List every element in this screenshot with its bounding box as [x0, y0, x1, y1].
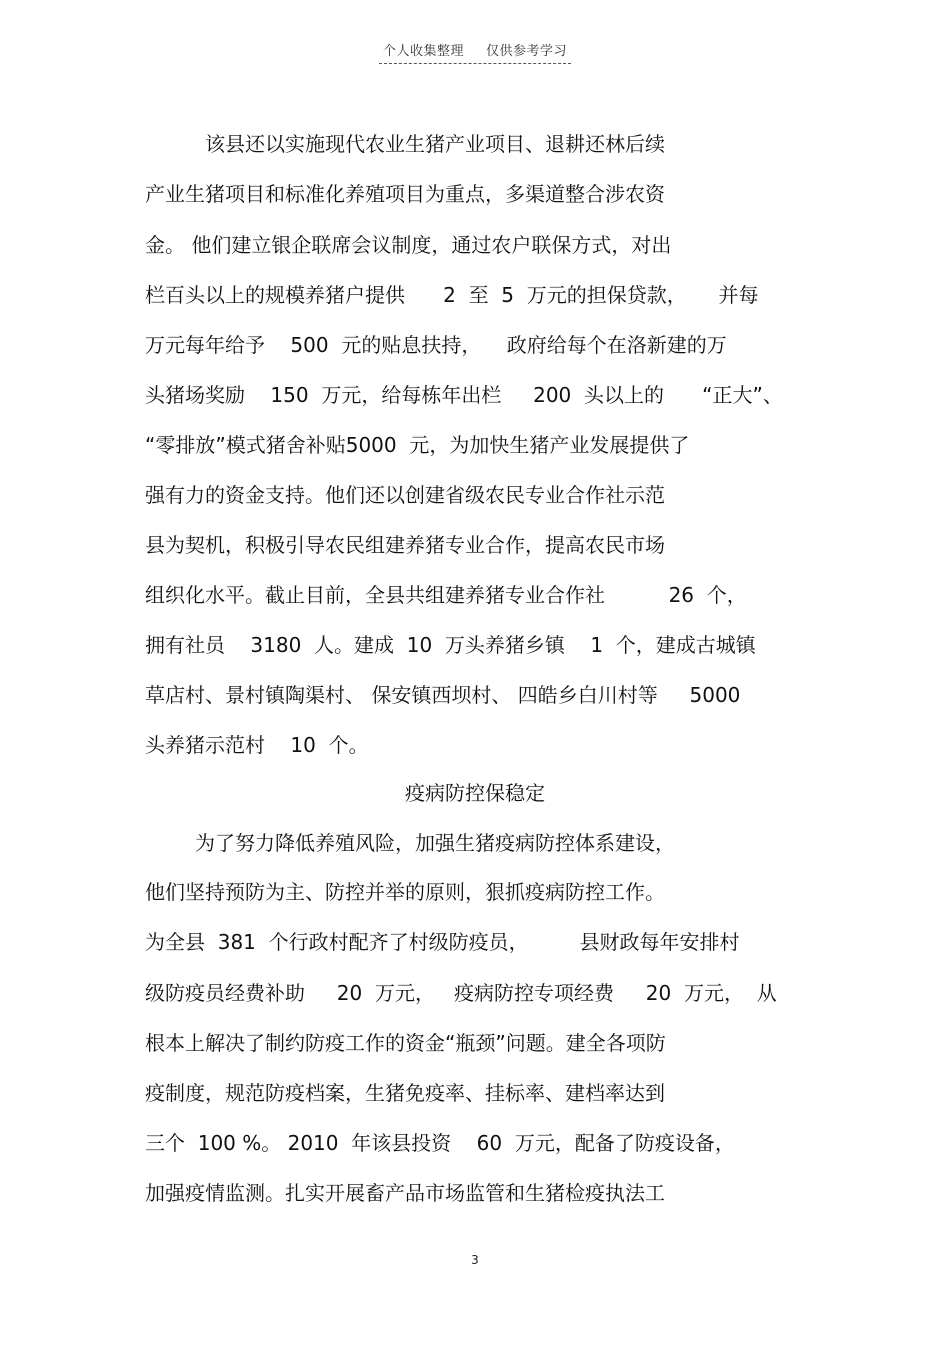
paragraph1-line-6: 头猪场奖励 150 万元，给每栋年出栏 200 头以上的 “正大”、	[145, 383, 783, 407]
header-left-text: 个人收集整理	[382, 44, 464, 59]
paragraph1-line-3: 金。 他们建立银企联席会议制度，通过农户联保方式，对出	[145, 233, 672, 257]
header-underline	[379, 40, 571, 64]
paragraph1-line-10: 组织化水平。截止目前，全县共组建养猪专业合作社 26 个，	[145, 583, 747, 607]
header-right-text: 仅供参考学习	[486, 44, 568, 59]
page-header	[0, 40, 950, 64]
paragraph1-line-11: 拥有社员 3180 人。建成 10 万头养猪乡镇 1 个，建成古城镇	[145, 633, 756, 657]
section-heading: 疫病防控保稳定	[405, 781, 545, 805]
paragraph1-line-12: 草店村、景村镇陶渠村、 保安镇西坝村、 四皓乡白川村等 5000	[145, 683, 741, 707]
paragraph2-line-8: 加强疫情监测。扎实开展畜产品市场监管和生猪检疫执法工	[145, 1181, 665, 1205]
paragraph2-line-5: 根本上解决了制约防疫工作的资金“瓶颈”问题。建全各项防	[145, 1031, 666, 1055]
page-number: 3	[471, 1253, 479, 1267]
paragraph1-line-13: 头养猪示范村 10 个。	[145, 733, 369, 757]
paragraph1-line-2: 产业生猪项目和标准化养殖项目为重点，多渠道整合涉农资	[145, 182, 665, 206]
paragraph2-line-3: 为全县 381 个行政村配齐了村级防疫员， 县财政每年安排村	[145, 930, 740, 954]
paragraph1-line-9: 县为契机，积极引导农民组建养猪专业合作，提高农民市场	[145, 533, 665, 557]
paragraph1-line-5: 万元每年给予 500 元的贴息扶持， 政府给每个在洛新建的万	[145, 333, 727, 357]
paragraph1-line-7: “零排放”模式猪舍补贴5000 元，为加快生猪产业发展提供了	[145, 433, 690, 457]
paragraph2-line-7: 三个 100 %。 2010 年该县投资 60 万元，配备了防疫设备，	[145, 1131, 735, 1155]
paragraph2-line-4: 级防疫员经费补助 20 万元， 疫病防控专项经费 20 万元， 从	[145, 981, 777, 1005]
paragraph1-line-1: 该县还以实施现代农业生猪产业项目、退耕还林后续	[205, 132, 665, 156]
paragraph1-line-4: 栏百头以上的规模养猪户提供 2 至 5 万元的担保贷款， 并每	[145, 283, 759, 307]
paragraph2-line-2: 他们坚持预防为主、防控并举的原则，狠抓疫病防控工作。	[145, 880, 665, 904]
paragraph2-line-6: 疫制度，规范防疫档案，生猪免疫率、挂标率、建档率达到	[145, 1081, 665, 1105]
paragraph1-line-8: 强有力的资金支持。他们还以创建省级农民专业合作社示范	[145, 483, 665, 507]
paragraph2-line-1: 为了努力降低养殖风险，加强生猪疫病防控体系建设，	[195, 831, 675, 855]
